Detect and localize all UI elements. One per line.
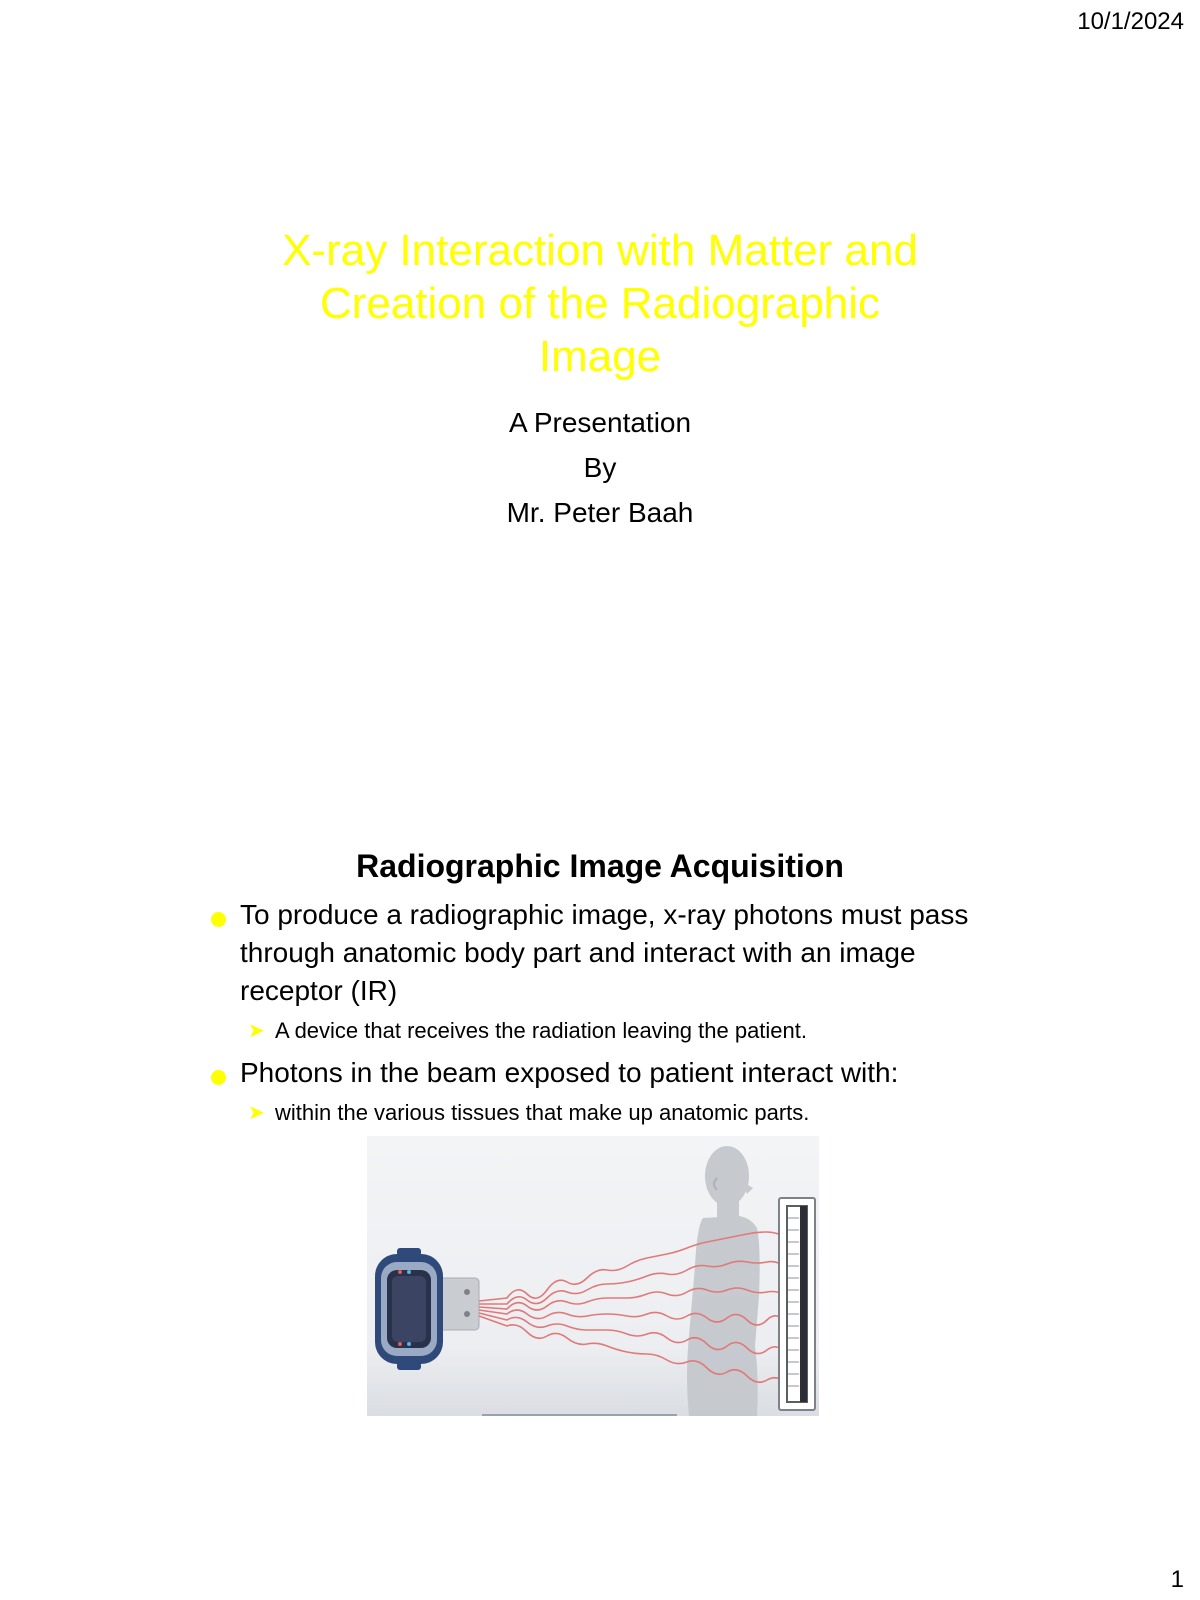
bullet-text: Photons in the beam exposed to patient interact with: xyxy=(240,1057,899,1088)
bullet-list xyxy=(206,896,1006,1128)
presentation-title xyxy=(250,224,950,383)
sub-bullet-item xyxy=(206,1098,1006,1128)
subtitle-line-2: By xyxy=(583,452,617,483)
title-line-3: Image xyxy=(538,332,662,381)
subtitle-line-1: A Presentation xyxy=(508,407,692,438)
bullet-dot-icon xyxy=(211,1070,226,1085)
arrow-bullet-icon: ➤ xyxy=(248,1102,265,1124)
bullet-item xyxy=(206,1054,1006,1092)
title-line-2: Creation of the Radiographic xyxy=(319,279,881,328)
sub-bullet-text: A device that receives the radiation leaving the patient. xyxy=(275,1018,808,1043)
page-date: 10/1/2024 xyxy=(1077,8,1184,35)
bullet-item xyxy=(206,896,1006,1010)
arrow-bullet-icon: ➤ xyxy=(248,1020,265,1042)
page-number: 1 xyxy=(1170,1566,1184,1593)
sub-bullet-item xyxy=(206,1016,1006,1046)
bullet-text: To produce a radiographic image, x-ray photons must pass through anatomic body part and interact with an image receptor (IR) xyxy=(240,899,969,1006)
image-receptor-icon xyxy=(779,1198,815,1410)
subtitle-line-3: Mr. Peter Baah xyxy=(506,497,694,528)
xray-illustration xyxy=(367,1136,819,1416)
bullet-dot-icon xyxy=(211,912,226,927)
slide-heading: Radiographic Image Acquisition xyxy=(356,848,844,884)
presentation-subtitle xyxy=(400,405,800,540)
sub-bullet-text: within the various tissues that make up anatomic parts. xyxy=(275,1100,810,1125)
slide-2 xyxy=(0,800,1200,1600)
title-line-1: X-ray Interaction with Matter and xyxy=(282,226,918,275)
